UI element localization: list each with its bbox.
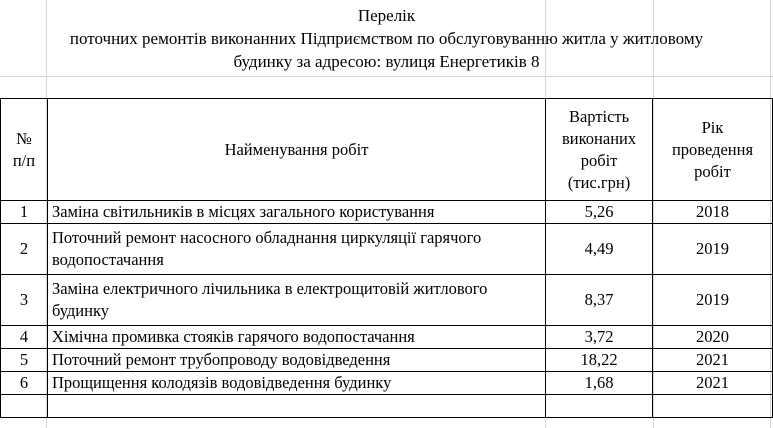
cell-number: 5 — [1, 349, 48, 372]
cell-number: 1 — [1, 201, 48, 224]
cell-name: Прощищення колодязів водовідведення будинку — [47, 372, 545, 395]
cell-year: 2020 — [653, 326, 773, 349]
header-text: виконаних — [562, 128, 637, 148]
header-cost — [546, 99, 653, 201]
header-year — [653, 99, 773, 201]
cell-name: Поточний ремонт насосного обладнання циркуляції гарячого водопостачання — [47, 224, 545, 275]
title-line: Перелік — [357, 6, 416, 25]
cell-cost: 8,37 — [546, 275, 653, 326]
table-row — [1, 275, 773, 326]
table-row — [1, 326, 773, 349]
cell-name: Заміна електричного лічильника в електрощитовій житлового будинку — [47, 275, 545, 326]
cell-cost: 5,26 — [546, 201, 653, 224]
cell-year — [653, 395, 773, 418]
repairs-table — [0, 98, 773, 418]
cell-number: 4 — [1, 326, 48, 349]
table-header-row — [1, 99, 773, 201]
header-text: Вартість — [568, 106, 630, 126]
cell-cost: 4,49 — [546, 224, 653, 275]
cell-year: 2018 — [653, 201, 773, 224]
cell-cost: 18,22 — [546, 349, 653, 372]
table-row — [1, 224, 773, 275]
cell-year: 2021 — [653, 372, 773, 395]
cell-year: 2019 — [653, 224, 773, 275]
cell-year: 2021 — [653, 349, 773, 372]
document-title — [0, 4, 773, 73]
cell-cost — [546, 395, 653, 418]
cell-name — [47, 395, 545, 418]
header-text: п/п — [12, 150, 36, 170]
header-name: Найменування робіт — [47, 99, 545, 201]
table-row — [1, 372, 773, 395]
cell-name: Поточний ремонт трубопроводу водовідведення — [47, 349, 545, 372]
header-text: проведення — [671, 139, 754, 159]
header-text: Рік — [701, 117, 724, 137]
cell-name: Хімічна промивка стояків гарячого водопостачання — [47, 326, 545, 349]
header-text: робіт — [694, 161, 731, 181]
title-line: будинку за адресою: вулиця Енергетиків 8 — [233, 52, 540, 71]
header-text: (тис.грн) — [567, 172, 631, 192]
cell-cost: 3,72 — [546, 326, 653, 349]
header-text: робіт — [580, 150, 618, 170]
table-row — [1, 349, 773, 372]
cell-number — [1, 395, 48, 418]
header-number — [1, 99, 48, 201]
cell-number: 2 — [1, 224, 48, 275]
title-line: поточних ремонтів виконанних Підприємством по обслуговуванню житла у житловому — [69, 29, 704, 48]
cell-number: 6 — [1, 372, 48, 395]
gridline — [0, 76, 773, 77]
cell-name: Заміна світильників в місцях загального користування — [47, 201, 545, 224]
cell-number: 3 — [1, 275, 48, 326]
header-text: № — [16, 128, 32, 148]
cell-year: 2019 — [653, 275, 773, 326]
table-row — [1, 201, 773, 224]
table-row-empty — [1, 395, 773, 418]
cell-cost: 1,68 — [546, 372, 653, 395]
